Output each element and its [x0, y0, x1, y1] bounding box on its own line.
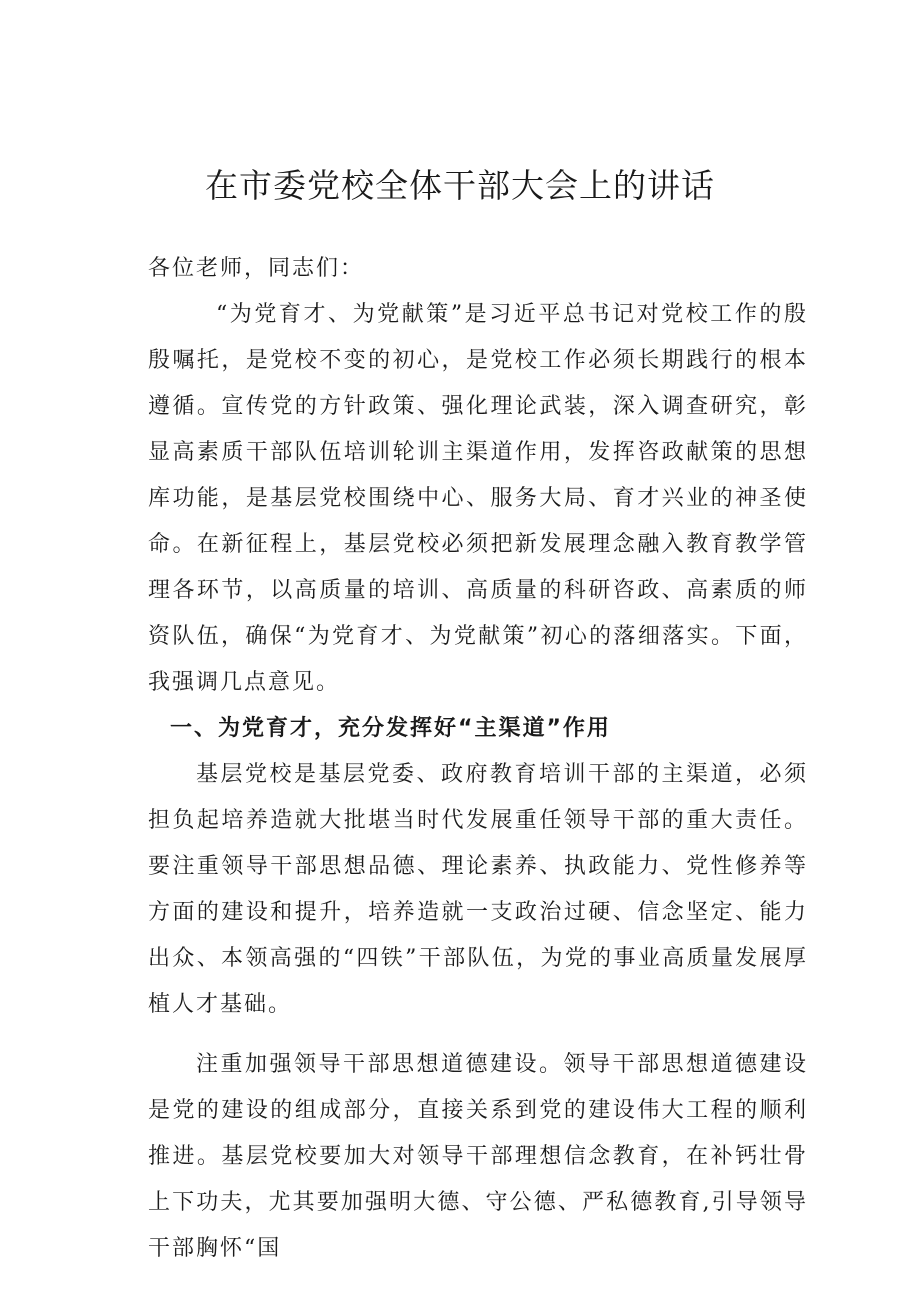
body-paragraph: 注重加强领导干部思想道德建设。领导干部思想道德建设是党的建设的组成部分，直接关系到党的建设伟大工程的顺利推进。基层党校要加大对领导干部理想信念教育，在补钙壮骨上下功夫，尤其要加强明大德、守公德、严私德教育,引导领导干部胸怀“国 — [148, 1052, 808, 1261]
section-heading: 一、为党育才，充分发挥好“主渠道”作用 — [170, 716, 611, 741]
intro-paragraph: “为党育才、为党献策”是习近平总书记对党校工作的殷殷嘱托，是党校不变的初心，是党校工作必须长期践行的根本遵循。宣传党的方针政策、强化理论武装，深入调查研究，彰显高素质干部队伍培训轮训主渠道作用，发挥咨政献策的思想库功能，是基层党校围绕中心、服务大局、育才兴业的神圣使命。在新征程上，基层党校必须把新发展理念融入教育教学管理各环节，以高质量的培训、高质量的科研咨政、高素质的师资队伍，确保“为党育才、为党献策”初心的落细落实。下面，我强调几点意见。 — [148, 302, 808, 695]
document-title: 在市委党校全体干部大会上的讲话 — [205, 166, 715, 205]
salutation: 各位老师，同志们： — [148, 256, 365, 281]
body-paragraph: 基层党校是基层党委、政府教育培训干部的主渠道，必须担负起培养造就大批堪当时代发展重任领导干部的重大责任。要注重领导干部思想品德、理论素养、执政能力、党性修养等方面的建设和提升，培养造就一支政治过硬、信念坚定、能力出众、本领高强的“四铁”干部队伍，为党的事业高质量发展厚植人才基础。 — [148, 762, 808, 1017]
document-body — [148, 246, 808, 1272]
paragraph-spacer — [148, 1028, 808, 1042]
